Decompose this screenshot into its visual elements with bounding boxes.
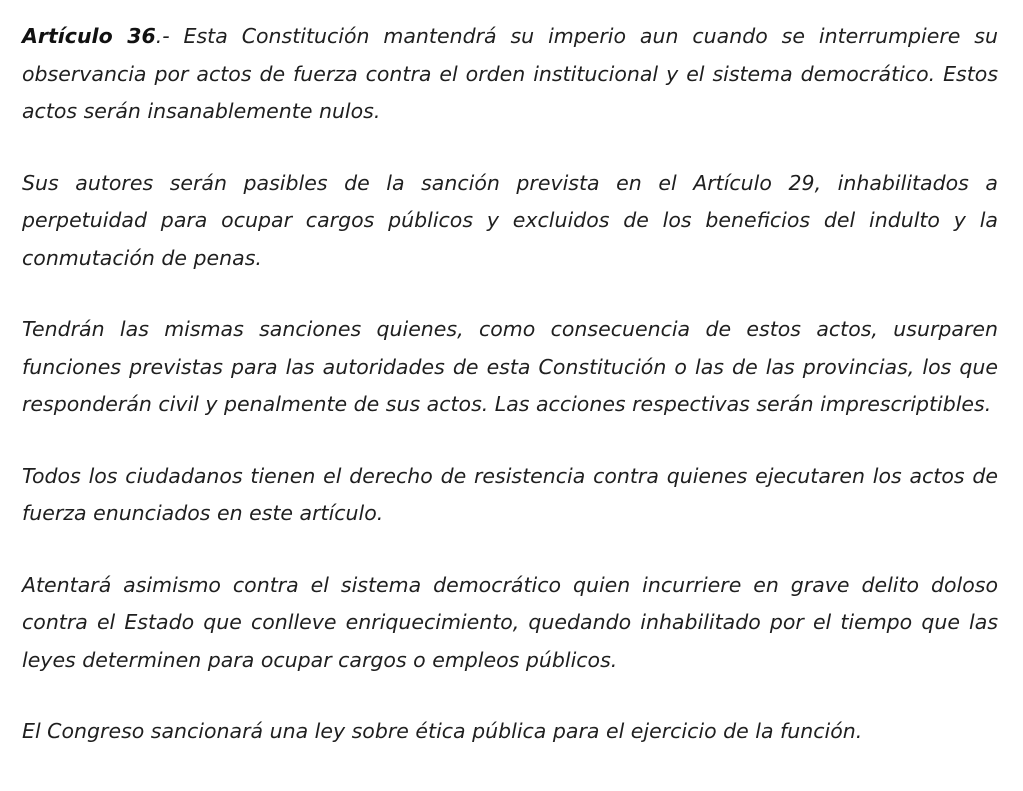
paragraph-5: Atentará asimismo contra el sistema democrático quien incurriere en grave delito doloso contra el Estado que conlleve enriquecimiento, quedando inhabilitado por el tiempo que las leyes determinen para ocupar cargos o empleos públicos. <box>22 572 998 672</box>
paragraph-1 <box>22 18 998 131</box>
article-separator: .- <box>155 24 184 48</box>
paragraph-1-text: Esta Constitución mantendrá su imperio aun cuando se interrumpiere su observancia por actos de fuerza contra el orden institucional y el sistema democrático. Estos actos serán insanablemente nulos. <box>22 24 998 123</box>
paragraph-3: Tendrán las mismas sanciones quienes, como consecuencia de estos actos, usurparen funciones previstas para las autoridades de esta Constitución o las de las provincias, los que responderán civil y penalmente de sus actos. Las acciones respectivas serán imprescriptibles. <box>22 317 998 416</box>
paragraph-2: Sus autores serán pasibles de la sanción prevista en el Artículo 29, inhabilitados a perpetuidad para ocupar cargos públicos y excluidos de los beneficios del indulto y la conmutación de penas. <box>22 170 998 270</box>
article-heading: Artículo 36 <box>22 24 156 48</box>
paragraph-6: El Congreso sancionará una ley sobre ética pública para el ejercicio de la función. <box>22 719 863 743</box>
paragraph-4: Todos los ciudadanos tienen el derecho de resistencia contra quienes ejecutaren los actos de fuerza enunciados en este artículo. <box>22 463 998 525</box>
